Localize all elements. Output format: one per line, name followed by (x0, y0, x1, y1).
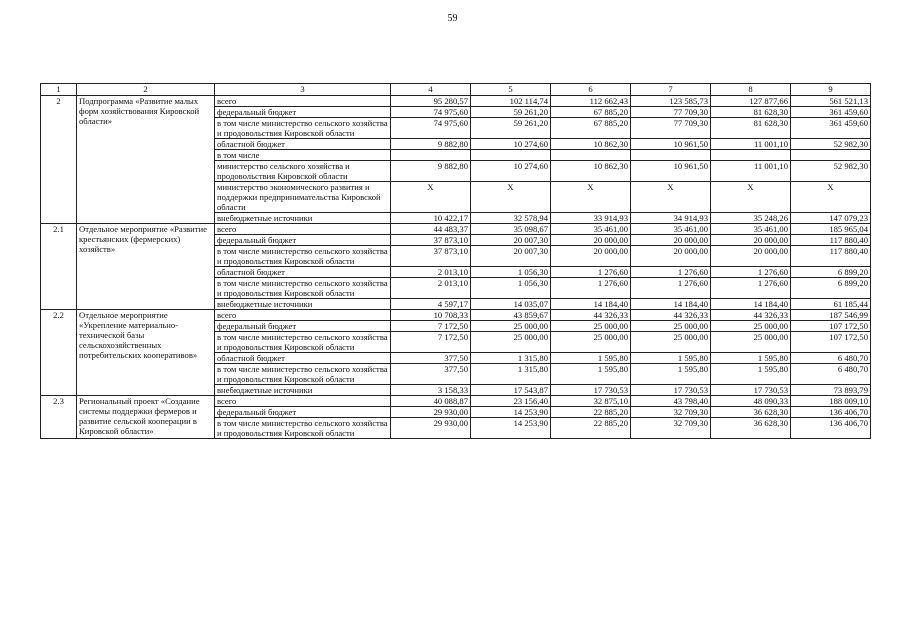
funding-source: всего (215, 224, 391, 235)
header-cell: 4 (391, 84, 471, 96)
value-cell: 81 628,30 (711, 118, 791, 139)
value-cell: 67 885,20 (551, 118, 631, 139)
value-cell: 11 001,10 (711, 139, 791, 150)
value-cell: 14 253,90 (471, 407, 551, 418)
value-cell: 361 459,60 (791, 107, 871, 118)
value-cell: 20 000,00 (711, 235, 791, 246)
value-cell: 7 172,50 (391, 321, 471, 332)
value-cell: 10 961,50 (631, 139, 711, 150)
value-cell: 61 185,44 (791, 299, 871, 310)
value-cell: 1 595,80 (631, 364, 711, 385)
value-cell: 95 280,57 (391, 96, 471, 107)
value-cell: 187 546,99 (791, 310, 871, 321)
value-cell: 32 875,10 (551, 396, 631, 407)
value-cell: 25 000,00 (551, 332, 631, 353)
table-row (41, 96, 871, 107)
funding-source: в том числе министерство сельского хозяйства и продовольствия Кировской области (215, 332, 391, 353)
value-cell: 74 975,60 (391, 118, 471, 139)
funding-source: в том числе министерство сельского хозяйства и продовольствия Кировской области (215, 246, 391, 267)
value-cell: 43 798,40 (631, 396, 711, 407)
value-cell: 20 000,00 (711, 246, 791, 267)
value-cell: 107 172,50 (791, 332, 871, 353)
funding-source: внебюджетные источники (215, 213, 391, 224)
value-cell (711, 150, 791, 161)
value-cell: 40 088,87 (391, 396, 471, 407)
funding-source: в том числе министерство сельского хозяйства и продовольствия Кировской области (215, 418, 391, 439)
value-cell: 1 595,80 (631, 353, 711, 364)
value-cell: 127 877,66 (711, 96, 791, 107)
value-cell: 2 013,10 (391, 278, 471, 299)
value-cell: 1 056,30 (471, 267, 551, 278)
value-cell: 112 662,43 (551, 96, 631, 107)
value-cell: 35 461,00 (711, 224, 791, 235)
value-cell: 36 628,30 (711, 407, 791, 418)
value-cell: 561 521,13 (791, 96, 871, 107)
budget-table (40, 83, 871, 439)
value-cell: 44 326,33 (711, 310, 791, 321)
page-number: 59 (447, 13, 458, 24)
value-cell: 37 873,10 (391, 246, 471, 267)
section-name: Подпрограмма «Развитие малых форм хозяйствования Кировской области» (77, 96, 215, 224)
value-cell: 29 930,00 (391, 418, 471, 439)
value-cell: 14 184,40 (551, 299, 631, 310)
value-cell: 29 930,00 (391, 407, 471, 418)
value-cell: 48 090,33 (711, 396, 791, 407)
value-cell: 1 315,80 (471, 353, 551, 364)
value-cell: 25 000,00 (631, 321, 711, 332)
value-cell: 34 914,93 (631, 213, 711, 224)
funding-source: в том числе министерство сельского хозяйства и продовольствия Кировской области (215, 118, 391, 139)
table-row (41, 224, 871, 235)
funding-source: всего (215, 310, 391, 321)
value-cell: 52 982,30 (791, 139, 871, 150)
funding-source: в том числе министерство сельского хозяйства и продовольствия Кировской области (215, 364, 391, 385)
value-cell: 10 708,33 (391, 310, 471, 321)
funding-source: министерство экономического развития и поддержки предпринимательства Кировской области (215, 182, 391, 213)
value-cell: 6 899,20 (791, 267, 871, 278)
value-cell: 2 013,10 (391, 267, 471, 278)
value-cell: X (711, 182, 791, 213)
header-cell: 7 (631, 84, 711, 96)
value-cell: 36 628,30 (711, 418, 791, 439)
value-cell: 10 274,60 (471, 161, 551, 182)
value-cell: 11 001,10 (711, 161, 791, 182)
value-cell: 32 709,30 (631, 407, 711, 418)
value-cell (551, 150, 631, 161)
value-cell (791, 150, 871, 161)
value-cell: X (791, 182, 871, 213)
value-cell: 25 000,00 (631, 332, 711, 353)
value-cell: 10 862,30 (551, 161, 631, 182)
value-cell: 43 859,67 (471, 310, 551, 321)
header-row (41, 84, 871, 96)
value-cell: 7 172,50 (391, 332, 471, 353)
value-cell (471, 150, 551, 161)
value-cell: 20 000,00 (631, 235, 711, 246)
value-cell: 25 000,00 (471, 321, 551, 332)
value-cell: 1 595,80 (551, 353, 631, 364)
header-cell: 9 (791, 84, 871, 96)
value-cell: 37 873,10 (391, 235, 471, 246)
funding-source: внебюджетные источники (215, 299, 391, 310)
funding-source: областной бюджет (215, 267, 391, 278)
value-cell: 147 079,23 (791, 213, 871, 224)
value-cell: 25 000,00 (551, 321, 631, 332)
value-cell: 35 461,00 (551, 224, 631, 235)
funding-source: всего (215, 396, 391, 407)
header-cell: 2 (77, 84, 215, 96)
value-cell: 74 975,60 (391, 107, 471, 118)
funding-source: министерство сельского хозяйства и продовольствия Кировской области (215, 161, 391, 182)
value-cell: 52 982,30 (791, 161, 871, 182)
section-index: 2 (41, 96, 77, 224)
value-cell: 4 597,17 (391, 299, 471, 310)
funding-source: областной бюджет (215, 139, 391, 150)
value-cell: 1 595,80 (551, 364, 631, 385)
value-cell: X (631, 182, 711, 213)
value-cell: 20 007,30 (471, 246, 551, 267)
value-cell: 20 000,00 (551, 235, 631, 246)
value-cell: 77 709,30 (631, 118, 711, 139)
value-cell: 20 000,00 (631, 246, 711, 267)
value-cell: 17 543,87 (471, 385, 551, 396)
section-index: 2.3 (41, 396, 77, 439)
value-cell: 185 965,04 (791, 224, 871, 235)
value-cell: 6 480,70 (791, 353, 871, 364)
value-cell: 44 326,33 (551, 310, 631, 321)
value-cell: 20 000,00 (551, 246, 631, 267)
value-cell: 6 480,70 (791, 364, 871, 385)
value-cell: 14 184,40 (711, 299, 791, 310)
funding-source: федеральный бюджет (215, 321, 391, 332)
value-cell (391, 150, 471, 161)
value-cell: 81 628,30 (711, 107, 791, 118)
value-cell: 123 585,73 (631, 96, 711, 107)
value-cell: X (391, 182, 471, 213)
value-cell: 67 885,20 (551, 107, 631, 118)
section-index: 2.2 (41, 310, 77, 396)
value-cell: 33 914,93 (551, 213, 631, 224)
value-cell: 1 276,60 (711, 267, 791, 278)
value-cell: 1 276,60 (631, 278, 711, 299)
value-cell: 1 315,80 (471, 364, 551, 385)
section-name: Отдельное мероприятие «Развитие крестьянских (фермерских) хозяйств» (77, 224, 215, 310)
value-cell: 377,50 (391, 364, 471, 385)
value-cell: 77 709,30 (631, 107, 711, 118)
value-cell: 361 459,60 (791, 118, 871, 139)
value-cell (631, 150, 711, 161)
value-cell: 10 422,17 (391, 213, 471, 224)
funding-source: федеральный бюджет (215, 407, 391, 418)
value-cell: 117 880,40 (791, 246, 871, 267)
section-index: 2.1 (41, 224, 77, 310)
value-cell: 6 899,20 (791, 278, 871, 299)
value-cell: 59 261,20 (471, 118, 551, 139)
value-cell: 59 261,20 (471, 107, 551, 118)
value-cell: 1 276,60 (631, 267, 711, 278)
value-cell: 25 000,00 (471, 332, 551, 353)
funding-source: федеральный бюджет (215, 235, 391, 246)
value-cell: 9 882,80 (391, 139, 471, 150)
value-cell: 17 730,53 (551, 385, 631, 396)
value-cell: 107 172,50 (791, 321, 871, 332)
value-cell: 17 730,53 (631, 385, 711, 396)
value-cell: 17 730,53 (711, 385, 791, 396)
value-cell: 14 253,90 (471, 418, 551, 439)
funding-source: федеральный бюджет (215, 107, 391, 118)
value-cell: 1 276,60 (711, 278, 791, 299)
value-cell: 1 276,60 (551, 278, 631, 299)
value-cell: 35 248,26 (711, 213, 791, 224)
funding-source: внебюджетные источники (215, 385, 391, 396)
value-cell: 23 156,40 (471, 396, 551, 407)
header-cell: 3 (215, 84, 391, 96)
value-cell: 1 056,30 (471, 278, 551, 299)
value-cell: 32 709,30 (631, 418, 711, 439)
table-row (41, 396, 871, 407)
value-cell: X (551, 182, 631, 213)
value-cell: 44 326,33 (631, 310, 711, 321)
value-cell: 1 276,60 (551, 267, 631, 278)
value-cell: 22 885,20 (551, 418, 631, 439)
section-name: Отдельное мероприятие «Укрепление материально-технической базы сельскохозяйственных потребительских кооперативов» (77, 310, 215, 396)
header-cell: 5 (471, 84, 551, 96)
value-cell: 73 893,79 (791, 385, 871, 396)
value-cell: 32 578,94 (471, 213, 551, 224)
value-cell: 14 184,40 (631, 299, 711, 310)
funding-source: областной бюджет (215, 353, 391, 364)
value-cell: 136 406,70 (791, 407, 871, 418)
value-cell: 10 274,60 (471, 139, 551, 150)
value-cell: 10 961,50 (631, 161, 711, 182)
value-cell: 35 461,00 (631, 224, 711, 235)
value-cell: 117 880,40 (791, 235, 871, 246)
value-cell: 22 885,20 (551, 407, 631, 418)
value-cell: 1 595,80 (711, 364, 791, 385)
value-cell: X (471, 182, 551, 213)
header-cell: 6 (551, 84, 631, 96)
header-cell: 8 (711, 84, 791, 96)
value-cell: 25 000,00 (711, 332, 791, 353)
value-cell: 188 009,10 (791, 396, 871, 407)
value-cell: 44 483,37 (391, 224, 471, 235)
value-cell: 3 158,33 (391, 385, 471, 396)
funding-source: в том числе (215, 150, 391, 161)
value-cell: 102 114,74 (471, 96, 551, 107)
value-cell: 14 035,07 (471, 299, 551, 310)
table-row (41, 310, 871, 321)
value-cell: 25 000,00 (711, 321, 791, 332)
value-cell: 136 406,70 (791, 418, 871, 439)
funding-source: в том числе министерство сельского хозяйства и продовольствия Кировской области (215, 278, 391, 299)
value-cell: 35 098,67 (471, 224, 551, 235)
value-cell: 10 862,30 (551, 139, 631, 150)
header-cell: 1 (41, 84, 77, 96)
section-name: Региональный проект «Создание системы поддержки фермеров и развитие сельской кооперации в Кировской области» (77, 396, 215, 439)
funding-source: всего (215, 96, 391, 107)
value-cell: 9 882,80 (391, 161, 471, 182)
value-cell: 20 007,30 (471, 235, 551, 246)
value-cell: 1 595,80 (711, 353, 791, 364)
value-cell: 377,50 (391, 353, 471, 364)
